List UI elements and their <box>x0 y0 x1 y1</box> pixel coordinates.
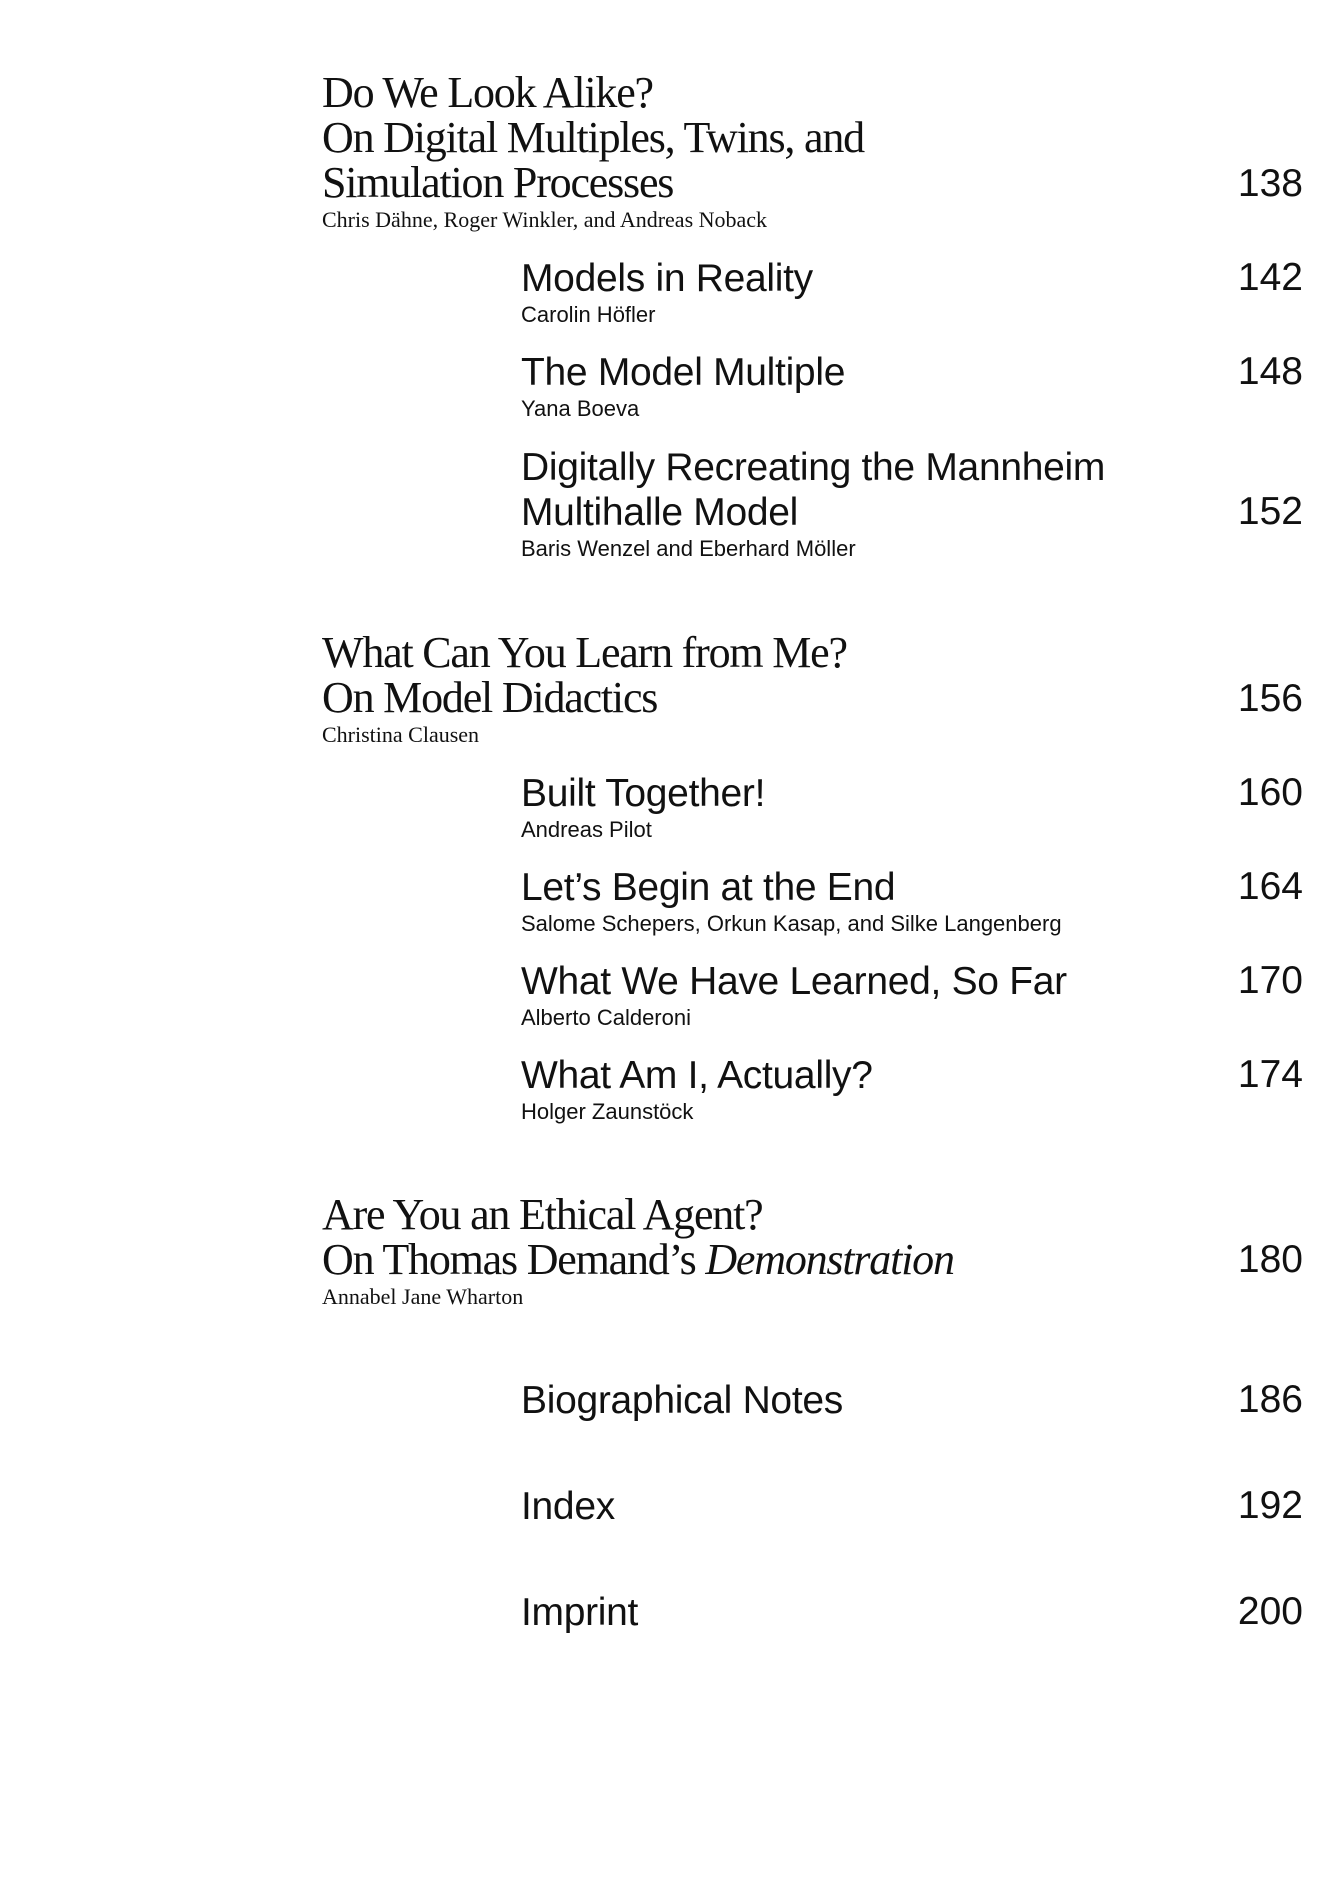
chapter-authors: Baris Wenzel and Eberhard Möller <box>521 536 856 561</box>
section-authors: Annabel Jane Wharton <box>322 1284 524 1309</box>
chapter-what-am-i-actually[interactable] <box>521 1053 1221 1126</box>
chapter-the-model-multiple[interactable] <box>521 350 1221 423</box>
chapter-authors: Salome Schepers, Orkun Kasap, and Silke Langenberg <box>521 911 1062 936</box>
section-title-line: Do We Look Alike? <box>322 68 653 117</box>
chapter-authors: Yana Boeva <box>521 396 640 421</box>
section-what-can-you-learn[interactable] <box>322 630 1222 748</box>
chapter-digitally-recreating[interactable] <box>521 445 1221 563</box>
page-number: 170 <box>1237 959 1303 1002</box>
page-number: 164 <box>1237 865 1303 908</box>
chapter-title: The Model Multiple <box>521 351 846 394</box>
page-number: 174 <box>1237 1053 1303 1096</box>
chapter-title: Built Together! <box>521 772 766 815</box>
back-matter-imprint[interactable] <box>521 1590 1221 1635</box>
chapter-title-line: Multihalle Model <box>521 491 798 534</box>
section-title-italic: Demonstration <box>705 1235 954 1284</box>
chapter-models-in-reality[interactable] <box>521 256 1221 329</box>
chapter-authors: Holger Zaunstöck <box>521 1099 694 1124</box>
chapter-lets-begin-at-the-end[interactable] <box>521 865 1221 938</box>
page-number: 152 <box>1237 490 1303 533</box>
chapter-authors: Andreas Pilot <box>521 817 652 842</box>
page-number: 180 <box>1237 1238 1303 1281</box>
back-matter-title: Imprint <box>521 1591 639 1634</box>
section-title-line: What Can You Learn from Me? <box>322 628 847 677</box>
back-matter-title: Index <box>521 1485 615 1528</box>
section-do-we-look-alike[interactable] <box>322 70 1222 233</box>
page-number: 160 <box>1237 771 1303 814</box>
page-number: 200 <box>1237 1590 1303 1633</box>
section-authors: Christina Clausen <box>322 722 480 747</box>
back-matter-biographical-notes[interactable] <box>521 1378 1221 1423</box>
page-number: 148 <box>1237 350 1303 393</box>
page-number: 192 <box>1237 1484 1303 1527</box>
page-number: 138 <box>1237 162 1303 205</box>
page-number: 156 <box>1237 677 1303 720</box>
section-title-line: On Model Didactics <box>322 673 658 722</box>
section-title-line <box>322 1237 1222 1282</box>
back-matter-index[interactable] <box>521 1484 1221 1529</box>
chapter-authors: Carolin Höfler <box>521 302 656 327</box>
page-number: 186 <box>1237 1378 1303 1421</box>
chapter-built-together[interactable] <box>521 771 1221 844</box>
section-title-line: On Digital Multiples, Twins, and <box>322 113 864 162</box>
chapter-title: What We Have Learned, So Far <box>521 960 1067 1003</box>
section-title-line: Are You an Ethical Agent? <box>322 1190 763 1239</box>
chapter-title: Let’s Begin at the End <box>521 866 896 909</box>
chapter-authors: Alberto Calderoni <box>521 1005 691 1030</box>
section-title-prefix: On Thomas Demand’s <box>322 1235 706 1284</box>
chapter-title: Models in Reality <box>521 257 813 300</box>
page-number: 142 <box>1237 256 1303 299</box>
chapter-what-we-have-learned[interactable] <box>521 959 1221 1032</box>
back-matter-title: Biographical Notes <box>521 1379 843 1422</box>
chapter-title-line: Digitally Recreating the Mannheim <box>521 446 1106 489</box>
section-title-line: Simulation Processes <box>322 158 674 207</box>
section-ethical-agent[interactable] <box>322 1192 1222 1310</box>
section-authors: Chris Dähne, Roger Winkler, and Andreas Noback <box>322 207 768 232</box>
chapter-title: What Am I, Actually? <box>521 1054 873 1097</box>
